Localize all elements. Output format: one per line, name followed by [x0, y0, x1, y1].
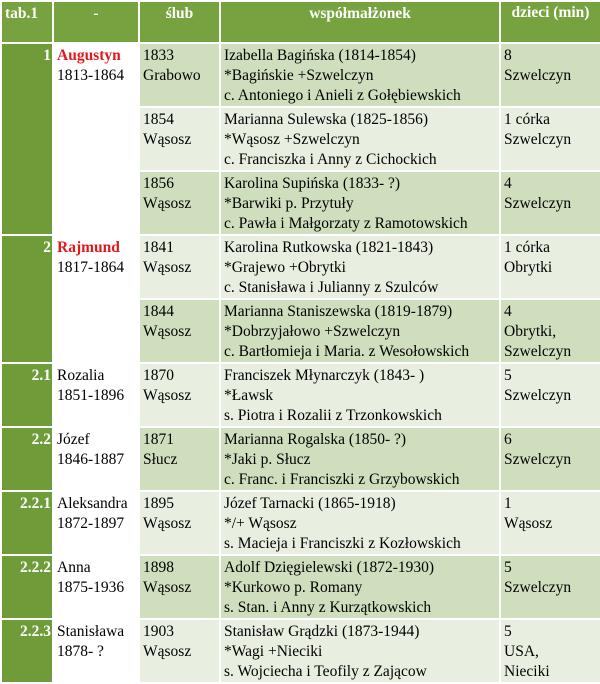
cell-line: 1 córka — [504, 239, 551, 256]
cell-line: Obrytki, — [504, 323, 557, 340]
cell-line: Wąsosz — [143, 259, 192, 276]
spouse-cell — [220, 491, 500, 555]
person-cell — [53, 491, 139, 555]
cell-line: c. Pawła i Małgorzaty z Ramotowskich — [224, 215, 468, 232]
cell-line: Wąsosz — [504, 515, 553, 532]
person-name: Józef — [57, 431, 90, 448]
cell-line: s. Wojciecha i Teofily z Zającow — [224, 663, 427, 680]
table-row — [1, 619, 600, 683]
cell-line: Karolina Supińska (1833- ?) — [224, 175, 401, 192]
row-number: 1 — [1, 43, 53, 235]
header-row — [1, 1, 600, 43]
cell-line: 1 córka — [504, 111, 551, 128]
header-spouse: współmałżonek — [220, 1, 500, 43]
row-number: 2.2.2 — [1, 555, 53, 619]
cell-line: *Kurkowo p. Romany — [224, 579, 363, 596]
cell-line: 5 — [504, 367, 512, 384]
cell-line: 1856 — [143, 175, 174, 192]
table-body — [1, 43, 600, 683]
children-cell — [500, 363, 600, 427]
person-name: Aleksandra — [57, 495, 128, 512]
cell-line: Szwelczyn — [504, 195, 572, 212]
person-name: Anna — [57, 559, 91, 576]
header-person: - — [53, 1, 139, 43]
table-row — [1, 43, 600, 107]
cell-line: Wąsosz — [143, 323, 192, 340]
cell-line: Wąsosz — [143, 131, 192, 148]
children-cell — [500, 491, 600, 555]
header-tab: tab.1 — [1, 1, 53, 43]
slub-cell — [139, 555, 220, 619]
cell-line: Wąsosz — [143, 387, 192, 404]
slub-cell — [139, 619, 220, 683]
cell-line: Wąsosz — [143, 643, 192, 660]
spouse-cell — [220, 363, 500, 427]
cell-line: Wąsosz — [143, 579, 192, 596]
cell-line: c. Franc. i Franciszki z Grzybowskich — [224, 471, 460, 488]
slub-cell — [139, 363, 220, 427]
slub-cell — [139, 491, 220, 555]
cell-line: s. Macieja i Franciszki z Kozłowskich — [224, 535, 461, 552]
cell-line: Marianna Rogalska (1850- ?) — [224, 431, 407, 448]
cell-line: Nieciki — [504, 663, 550, 680]
person-cell — [53, 363, 139, 427]
cell-line: */+ Wąsosz — [224, 515, 297, 532]
cell-line: 1833 — [143, 47, 174, 64]
cell-line: 1 — [504, 495, 512, 512]
cell-line: 1871 — [143, 431, 174, 448]
table-row — [1, 235, 600, 299]
cell-line: Franciszek Młynarczyk (1843- ) — [224, 367, 425, 384]
cell-line: c. Antoniego i Anieli z Gołębiewskich — [224, 87, 461, 104]
cell-line: c. Stanisława i Julianny z Szulców — [224, 279, 439, 296]
children-cell — [500, 107, 600, 171]
cell-line: 5 — [504, 559, 512, 576]
person-cell — [53, 235, 139, 363]
cell-line: Szwelczyn — [504, 131, 572, 148]
cell-line: *Grajewo +Obrytki — [224, 259, 346, 276]
children-cell — [500, 235, 600, 299]
cell-line: Marianna Staniszewska (1819-1879) — [224, 303, 453, 320]
person-years: 1878- ? — [57, 643, 104, 660]
person-years: 1813-1864 — [57, 67, 125, 84]
cell-line: *Bagińskie +Szwelczyn — [224, 67, 374, 84]
cell-line: Wąsosz — [143, 515, 192, 532]
cell-line: 1854 — [143, 111, 174, 128]
cell-line: 6 — [504, 431, 512, 448]
cell-line: s. Piotra i Rozalii z Trzonkowskich — [224, 407, 442, 424]
person-years: 1846-1887 — [57, 451, 125, 468]
cell-line: s. Stan. i Anny z Kurzątkowskich — [224, 599, 432, 616]
person-years: 1851-1896 — [57, 387, 125, 404]
spouse-cell — [220, 107, 500, 171]
cell-line: Szwelczyn — [504, 387, 572, 404]
cell-line: *Jaki p. Słucz — [224, 451, 311, 468]
spouse-cell — [220, 299, 500, 363]
table-row — [1, 491, 600, 555]
cell-line: 8 — [504, 47, 512, 64]
person-years: 1872-1897 — [57, 515, 125, 532]
person-name: Rozalia — [57, 367, 105, 384]
children-cell — [500, 619, 600, 683]
cell-line: 1898 — [143, 559, 174, 576]
cell-line: *Wąsosz +Szwelczyn — [224, 131, 360, 148]
person-years: 1817-1864 — [57, 259, 125, 276]
cell-line: 1870 — [143, 367, 174, 384]
spouse-cell — [220, 427, 500, 491]
person-name: Rajmund — [57, 239, 120, 256]
row-number: 2 — [1, 235, 53, 363]
cell-line: 5 — [504, 623, 512, 640]
cell-line: *Ławsk — [224, 387, 274, 404]
children-cell — [500, 171, 600, 235]
cell-line: Szwelczyn — [504, 343, 572, 360]
slub-cell — [139, 235, 220, 299]
cell-line: c. Franciszka i Anny z Cichockich — [224, 151, 437, 168]
header-slub: ślub — [139, 1, 220, 43]
cell-line: Marianna Sulewska (1825-1856) — [224, 111, 429, 128]
person-cell — [53, 427, 139, 491]
person-name: Stanisława — [57, 623, 125, 640]
table-row — [1, 363, 600, 427]
cell-line: *Dobrzyjałowo +Szwelczyn — [224, 323, 401, 340]
spouse-cell — [220, 619, 500, 683]
cell-line: 1841 — [143, 239, 174, 256]
header-children: dzieci (min) — [500, 1, 600, 43]
cell-line: Adolf Dzięgielewski (1872-1930) — [224, 559, 435, 576]
cell-line: Karolina Rutkowska (1821-1843) — [224, 239, 434, 256]
row-number: 2.1 — [1, 363, 53, 427]
children-cell — [500, 43, 600, 107]
slub-cell — [139, 299, 220, 363]
cell-line: Szwelczyn — [504, 451, 572, 468]
cell-line: 4 — [504, 303, 512, 320]
slub-cell — [139, 43, 220, 107]
spouse-cell — [220, 555, 500, 619]
spouse-cell — [220, 171, 500, 235]
children-cell — [500, 299, 600, 363]
cell-line: Wąsosz — [143, 195, 192, 212]
cell-line: USA, — [504, 643, 539, 660]
person-name: Augustyn — [57, 47, 121, 64]
row-number: 2.2.1 — [1, 491, 53, 555]
spouse-cell — [220, 235, 500, 299]
cell-line: 4 — [504, 175, 512, 192]
cell-line: *Barwiki p. Przytuły — [224, 195, 354, 212]
person-cell — [53, 555, 139, 619]
person-cell — [53, 43, 139, 235]
person-years: 1875-1936 — [57, 579, 125, 596]
cell-line: Izabella Bagińska (1814-1854) — [224, 47, 416, 64]
row-number: 2.2 — [1, 427, 53, 491]
cell-line: Szwelczyn — [504, 579, 572, 596]
cell-line: Józef Tarnacki (1865-1918) — [224, 495, 396, 512]
children-cell — [500, 427, 600, 491]
table-row — [1, 427, 600, 491]
slub-cell — [139, 107, 220, 171]
cell-line: 1903 — [143, 623, 174, 640]
cell-line: c. Bartłomieja i Maria. z Wesołowskich — [224, 343, 470, 360]
cell-line: 1844 — [143, 303, 174, 320]
row-number: 2.2.3 — [1, 619, 53, 683]
cell-line: *Wagi +Nieciki — [224, 643, 323, 660]
cell-line: Grabowo — [143, 67, 201, 84]
slub-cell — [139, 171, 220, 235]
slub-cell — [139, 427, 220, 491]
table-row — [1, 555, 600, 619]
cell-line: Obrytki — [504, 259, 553, 276]
cell-line: 1895 — [143, 495, 174, 512]
cell-line: Słucz — [143, 451, 178, 468]
spouse-cell — [220, 43, 500, 107]
cell-line: Stanisław Grądzki (1873-1944) — [224, 623, 420, 640]
cell-line: Szwelczyn — [504, 67, 572, 84]
children-cell — [500, 555, 600, 619]
person-cell — [53, 619, 139, 683]
